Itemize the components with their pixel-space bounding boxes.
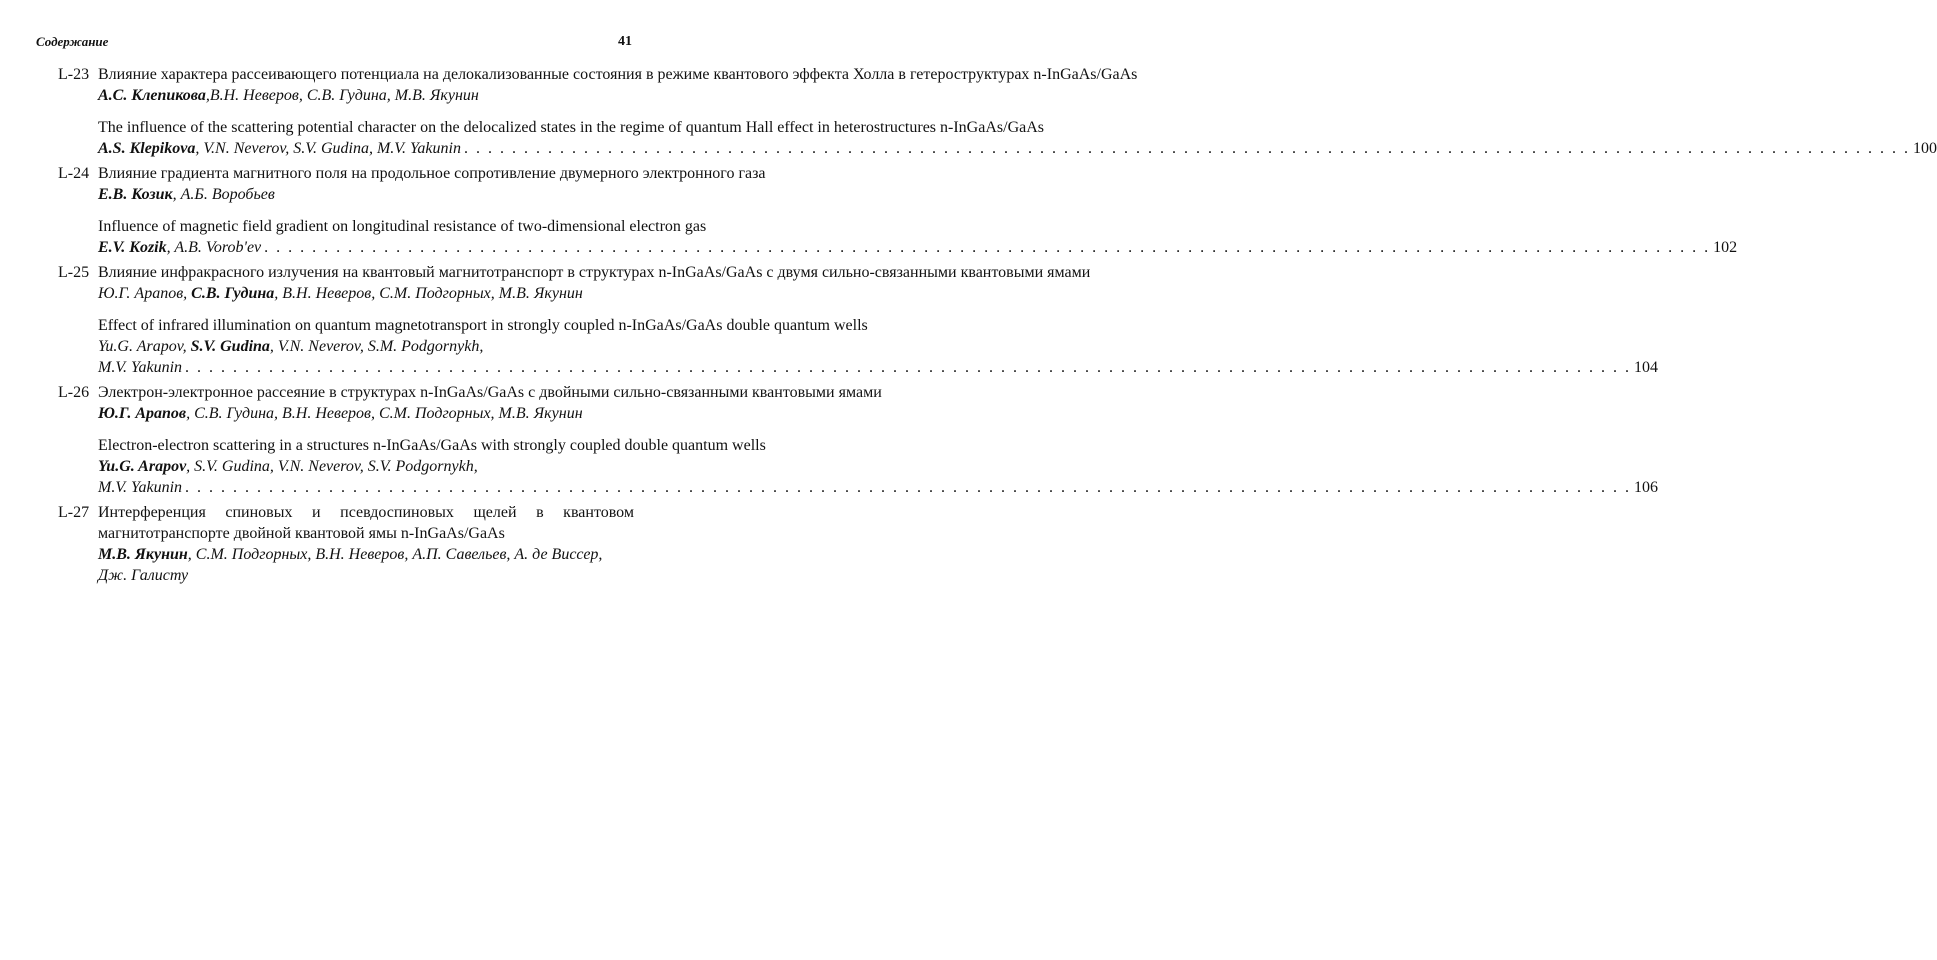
- en-authors: [98, 336, 1658, 357]
- toc-entry: [58, 382, 1659, 498]
- ru-title: Влияние характера рассеивающего потенциала на делокализованные состояния в режиме квантового эффекта Холла в гетероструктурах n-InGaAs/GaAs: [98, 66, 1138, 83]
- en-author-presenting: A.S. Klepikova: [98, 140, 196, 157]
- en-authors-line: [98, 237, 1737, 258]
- en-authors-last: M.V. Yakunin: [98, 479, 183, 496]
- en-authors: [98, 456, 1658, 477]
- ru-title: Интерференция спиновых и псевдоспиновых щелей в квантовом магнитотранспорте двойной квантовой ямы n-InGaAs/GaAs: [98, 504, 634, 542]
- entry-code: L-23: [58, 66, 90, 83]
- en-title: Electron-electron scattering in a structures n-InGaAs/GaAs with strongly coupled double quantum wells: [98, 437, 766, 454]
- dot-leader: [264, 237, 1710, 258]
- entry-page[interactable]: 104: [1634, 359, 1659, 376]
- en-authors-line: [98, 138, 1937, 159]
- ru-authors-rest: , В.Н. Неверов, С.М. Подгорных, М.В. Якунин: [274, 285, 583, 302]
- entry-page[interactable]: 106: [1634, 479, 1659, 496]
- dot-leader: [464, 138, 1910, 159]
- ru-authors: [98, 544, 634, 586]
- ru-author-presenting: М.В. Якунин: [98, 546, 188, 563]
- en-authors-line: [98, 477, 1658, 498]
- ru-author-presenting: С.В. Гудина: [191, 285, 275, 302]
- en-authors-pre: Yu.G. Arapov,: [98, 338, 191, 355]
- toc-entry: [58, 163, 1738, 258]
- ru-authors-rest: , С.М. Подгорных, В.Н. Неверов, А.П. Савельев, А. де Виссер, Дж. Галисту: [98, 546, 603, 584]
- ru-author-presenting: Ю.Г. Арапов: [98, 405, 187, 422]
- entry-page[interactable]: 100: [1912, 140, 1937, 157]
- en-title: Influence of magnetic field gradient on longitudinal resistance of two-dimensional electron gas: [98, 218, 707, 235]
- ru-authors: [98, 184, 1737, 205]
- entry-code: L-27: [58, 504, 90, 521]
- en-authors-rest: , S.V. Gudina, V.N. Neverov, S.V. Podgornykh,: [186, 458, 478, 475]
- ru-authors-rest: ,В.Н. Неверов, С.В. Гудина, М.В. Якунин: [205, 87, 479, 104]
- ru-authors-pre: Ю.Г. Арапов,: [98, 285, 192, 302]
- ru-authors: [98, 283, 1658, 304]
- en-authors-last: M.V. Yakunin: [98, 359, 183, 376]
- en-title: Effect of infrared illumination on quantum magnetotransport in strongly coupled n-InGaAs/GaAs double quantum wells: [98, 317, 868, 334]
- dot-leader: [185, 357, 1631, 378]
- entry-code: L-24: [58, 165, 90, 182]
- ru-authors: [98, 85, 1937, 106]
- ru-title: Влияние градиента магнитного поля на продольное сопротивление двумерного электронного газа: [98, 165, 766, 182]
- en-title: The influence of the scattering potential character on the delocalized states in the regime of quantum Hall effect in heterostructures n-InGaAs/GaAs: [98, 119, 1044, 136]
- toc-entry: [58, 502, 634, 586]
- en-authors-rest: , V.N. Neverov, S.M. Podgornykh,: [269, 338, 484, 355]
- ru-authors-rest: , А.Б. Воробьев: [172, 186, 275, 203]
- ru-author-presenting: А.С. Клепикова: [98, 87, 206, 104]
- en-author-presenting: E.V. Kozik: [98, 239, 167, 256]
- toc-entry: [58, 64, 1937, 159]
- ru-author-presenting: Е.В. Козик: [98, 186, 173, 203]
- ru-authors-rest: , С.В. Гудина, В.Н. Неверов, С.М. Подгорных, М.В. Якунин: [186, 405, 583, 422]
- en-author-presenting: Yu.G. Arapov: [98, 458, 187, 475]
- table-of-contents: [58, 64, 1937, 590]
- dot-leader: [185, 477, 1631, 498]
- en-authors-rest: , A.B. Vorob'ev: [166, 239, 262, 256]
- ru-title: Электрон-электронное рассеяние в структурах n-InGaAs/GaAs с двойными сильно-связанными квантовыми ямами: [98, 384, 882, 401]
- running-header: Содержание: [36, 34, 109, 49]
- entry-code: L-25: [58, 264, 90, 281]
- ru-authors: [98, 403, 1658, 424]
- en-authors-rest: , V.N. Neverov, S.V. Gudina, M.V. Yakunin: [195, 140, 461, 157]
- en-author-presenting: S.V. Gudina: [190, 338, 270, 355]
- toc-entry: [58, 262, 1659, 378]
- en-authors-line: [98, 357, 1658, 378]
- entry-page[interactable]: 102: [1713, 239, 1738, 256]
- page-number: 41: [618, 34, 632, 49]
- ru-title: Влияние инфракрасного излучения на квантовый магнитотранспорт в структурах n-InGaAs/GaAs с двумя сильно-связанными квантовыми ямами: [98, 264, 1091, 281]
- entry-code: L-26: [58, 384, 90, 401]
